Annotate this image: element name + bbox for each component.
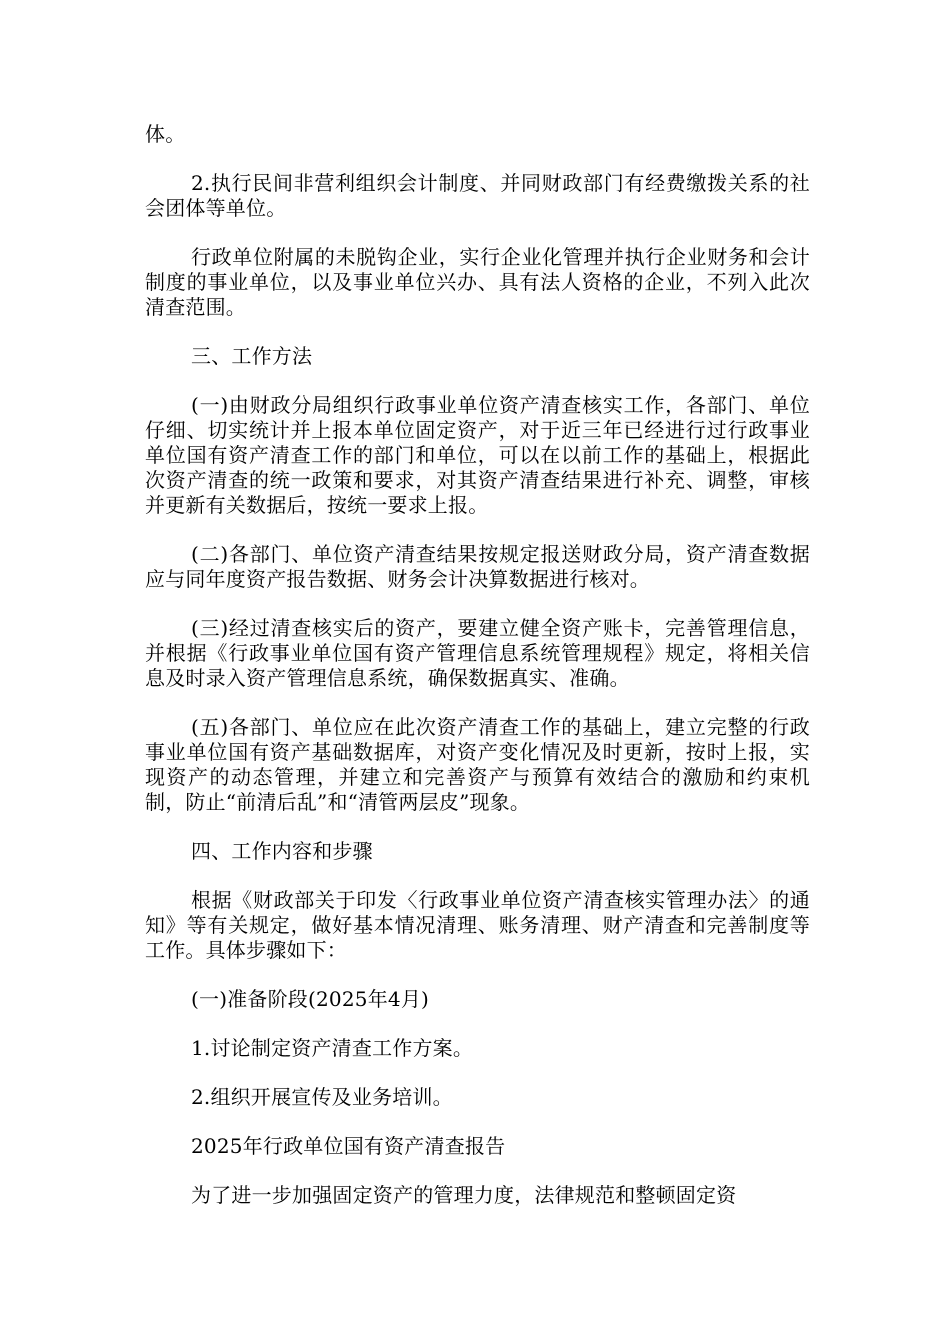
paragraph-scope-item-2: 2.执行民间非营利组织会计制度、并同财政部门有经费缴拨关系的社会团体等单位。	[145, 171, 810, 220]
section-heading-methods: 三、工作方法	[191, 344, 313, 368]
section-heading-steps: 四、工作内容和步骤	[191, 839, 373, 863]
subheading-preparation-stage: (一)准备阶段(2025年4月)	[191, 987, 430, 1011]
paragraph-method-5: (五)各部门、单位应在此次资产清查工作的基础上，建立完整的行政事业单位国有资产基础数据库，对资产变化情况及时更新，按时上报，实现资产的动态管理，并建立和完善资产与预算有效结合的激励和约束机制，防止“前清后乱”和“清管两层皮”现象。	[145, 715, 810, 814]
paragraph-report-intro: 为了进一步加强固定资产的管理力度，法律规范和整顿固定资	[191, 1183, 737, 1207]
report-title: 2025年行政单位国有资产清查报告	[191, 1134, 506, 1158]
paragraph-steps-intro: 根据《财政部关于印发〈行政事业单位资产清查核实管理办法〉的通知》等有关规定，做好基本情况清理、账务清理、财产清查和完善制度等工作。具体步骤如下：	[145, 888, 810, 962]
paragraph-method-1: (一)由财政分局组织行政事业单位资产清查核实工作，各部门、单位仔细、切实统计并上报本单位固定资产，对于近三年已经进行过行政事业单位国有资产清查工作的部门和单位，可以在以前工作的基础上，根据此次资产清查的统一政策和要求，对其资产清查结果进行补充、调整，审核并更新有关数据后，按统一要求上报。	[145, 393, 810, 517]
document-page	[145, 122, 810, 1232]
paragraph-method-3: (三)经过清查核实后的资产，要建立健全资产账卡，完善管理信息，并根据《行政事业单位国有资产管理信息系统管理规程》规定，将相关信息及时录入资产管理信息系统，确保数据真实、准确。	[145, 616, 810, 690]
paragraph-method-2: (二)各部门、单位资产清查结果按规定报送财政分局，资产清查数据应与同年度资产报告数据、财务会计决算数据进行核对。	[145, 542, 810, 591]
list-item-plan: 1.讨论制定资产清查工作方案。	[191, 1036, 474, 1060]
list-item-training: 2.组织开展宣传及业务培训。	[191, 1085, 453, 1109]
paragraph-scope-exclusion: 行政单位附属的未脱钩企业，实行企业化管理并执行企业财务和会计制度的事业单位，以及事业单位兴办、具有法人资格的企业，不列入此次清查范围。	[145, 245, 810, 319]
paragraph-continuation: 体。	[145, 122, 186, 146]
